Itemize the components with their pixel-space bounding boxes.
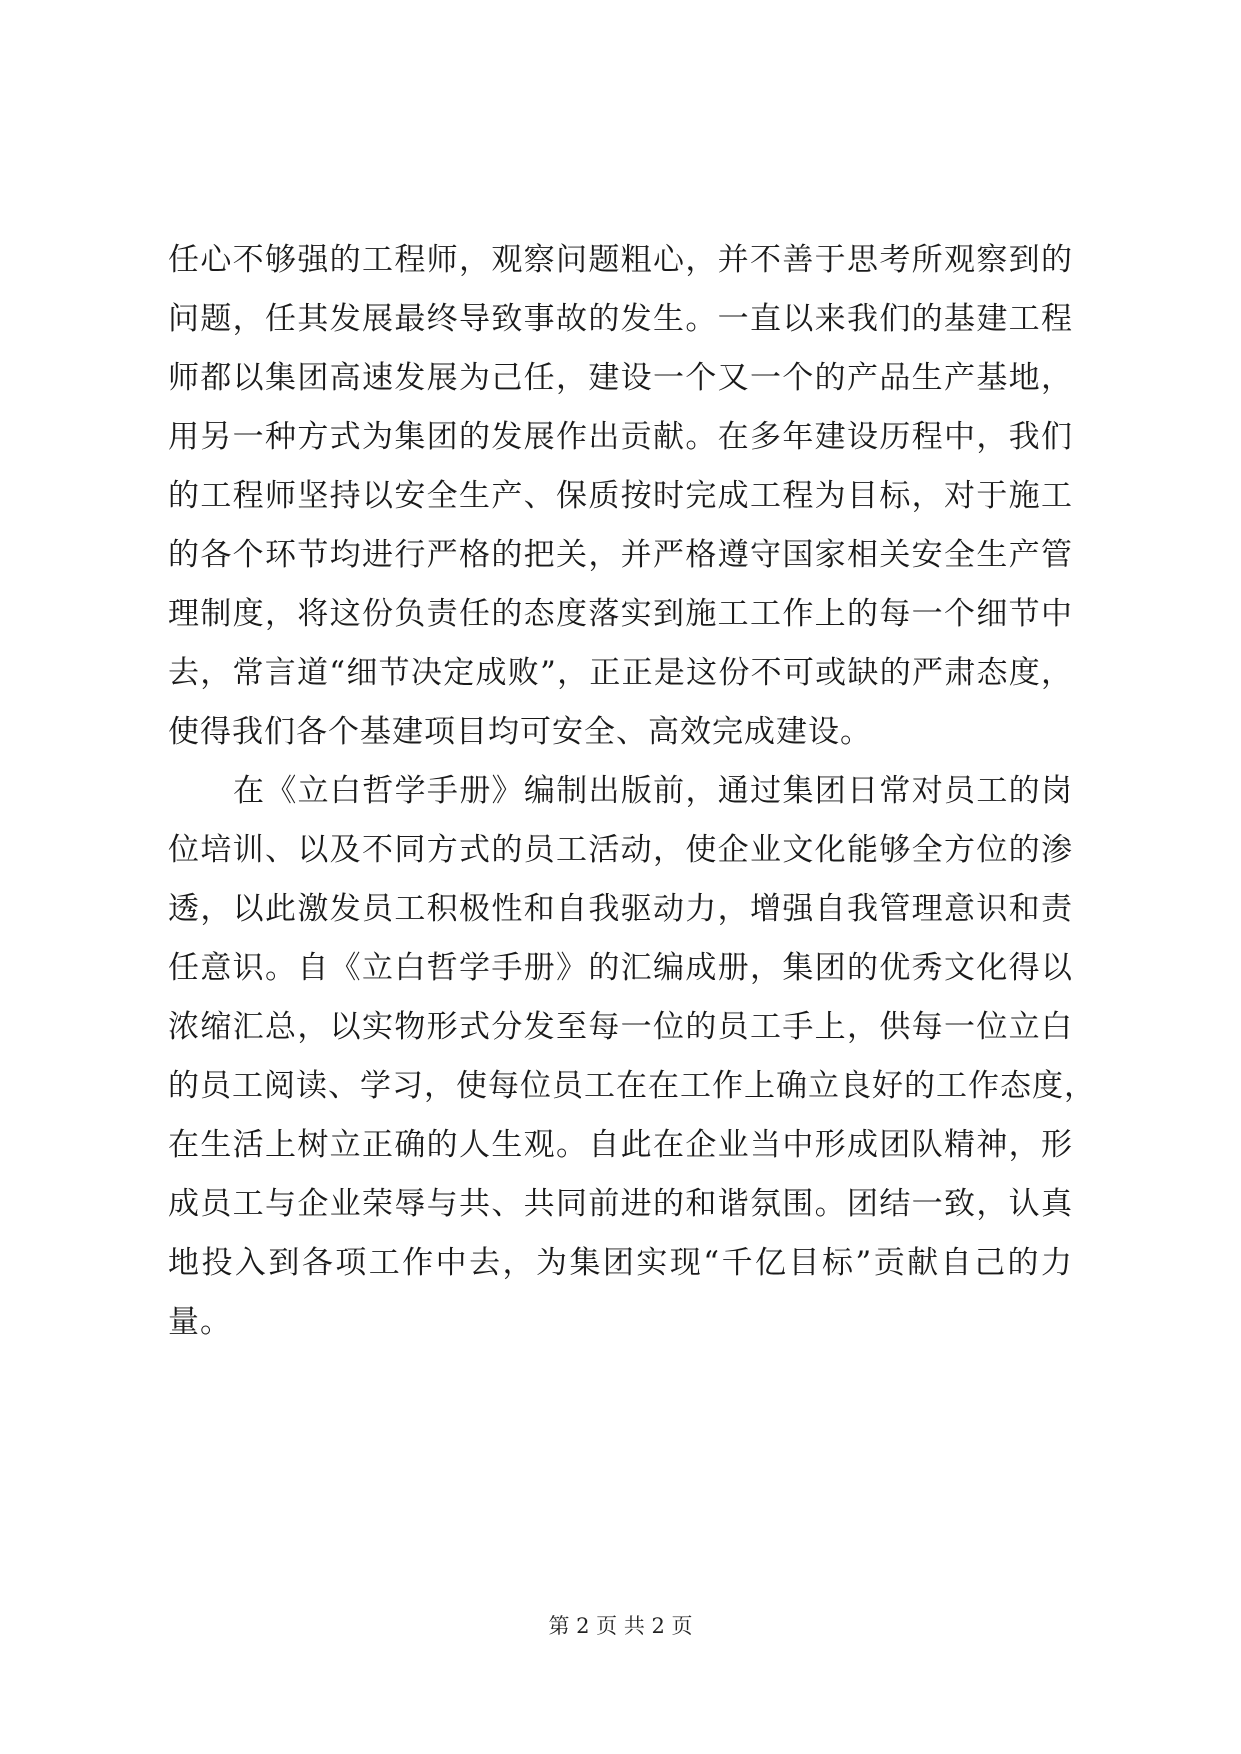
paragraph-2 (168, 762, 1096, 1352)
paragraph-line: 的员工阅读、学习，使每位员工在在工作上确立良好的工作态度， (168, 1068, 1096, 1104)
paragraph-line: 理制度，将这份负责任的态度落实到施工工作上的每一个细节中 (168, 596, 1073, 632)
paragraph-line: 成员工与企业荣辱与共、共同前进的和谐氛围。团结一致，认真 (168, 1186, 1073, 1222)
paragraph-line: 地投入到各项工作中去，为集团实现“千亿目标”贡献自己的力 (168, 1245, 1073, 1281)
page-number-footer: 第 2 页 共 2 页 (548, 1614, 693, 1638)
paragraph-line: 的工程师坚持以安全生产、保质按时完成工程为目标，对于施工 (168, 478, 1073, 514)
paragraph-line: 浓缩汇总，以实物形式分发至每一位的员工手上，供每一位立白 (168, 1009, 1073, 1045)
paragraph-line: 的各个环节均进行严格的把关，并严格遵守国家相关安全生产管 (168, 537, 1073, 573)
paragraph-1 (168, 231, 1073, 762)
paragraph-line: 任心不够强的工程师，观察问题粗心，并不善于思考所观察到的 (168, 242, 1073, 278)
paragraph-line: 位培训、以及不同方式的员工活动，使企业文化能够全方位的渗 (168, 832, 1073, 868)
paragraph-line: 在《立白哲学手册》编制出版前，通过集团日常对员工的岗 (233, 773, 1073, 809)
paragraph-line: 在生活上树立正确的人生观。自此在企业当中形成团队精神，形 (168, 1127, 1073, 1163)
paragraph-line: 透，以此激发员工积极性和自我驱动力，增强自我管理意识和责 (168, 891, 1073, 927)
paragraph-line: 去，常言道“细节决定成败”，正正是这份不可或缺的严肃态度， (168, 655, 1073, 691)
paragraph-line: 用另一种方式为集团的发展作出贡献。在多年建设历程中，我们 (168, 419, 1073, 455)
paragraph-line: 师都以集团高速发展为己任，建设一个又一个的产品生产基地， (168, 360, 1073, 396)
paragraph-line: 量。 (168, 1304, 232, 1340)
paragraph-line: 问题，任其发展最终导致事故的发生。一直以来我们的基建工程 (168, 301, 1073, 337)
paragraph-line: 使得我们各个基建项目均可安全、高效完成建设。 (168, 714, 872, 750)
body-text (168, 231, 1096, 1352)
paragraph-line: 任意识。自《立白哲学手册》的汇编成册，集团的优秀文化得以 (168, 950, 1073, 986)
